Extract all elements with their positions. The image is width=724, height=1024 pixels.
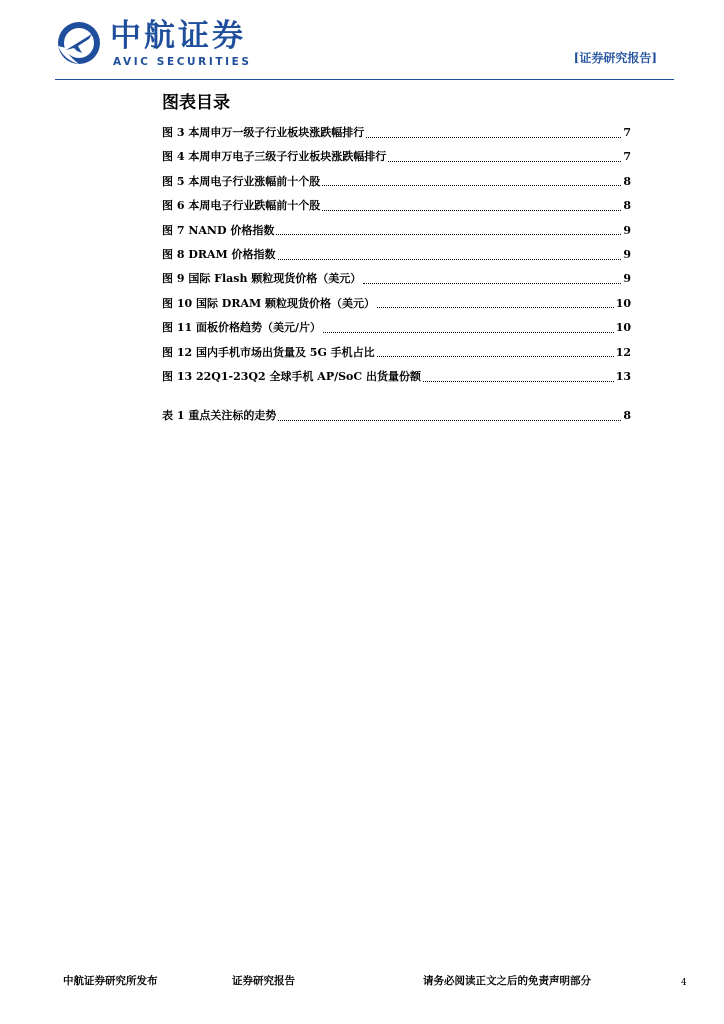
footer-report-type: 证券研究报告 xyxy=(232,975,295,987)
toc-leader xyxy=(363,283,621,284)
toc-entry-label: 图 10 国际 DRAM 颗粒现货价格（美元） xyxy=(162,296,376,310)
footer-publisher: 中航证券研究所发布 xyxy=(63,975,158,987)
toc-entry-label: 图 13 22Q1-23Q2 全球手机 AP/SoC 出货量份额 xyxy=(162,369,421,383)
toc-entry[interactable] xyxy=(162,219,631,243)
avic-logo-icon xyxy=(56,20,102,66)
toc-leader xyxy=(278,420,621,421)
toc-entry-label: 表 1 重点关注标的走势 xyxy=(162,409,277,422)
brand-name-cn: 中航证券 xyxy=(110,18,246,54)
toc-entry[interactable] xyxy=(162,292,631,316)
toc-entry[interactable] xyxy=(162,170,631,194)
toc-entry[interactable] xyxy=(162,243,631,267)
toc-entry-page: 9 xyxy=(623,223,631,237)
table-list xyxy=(162,404,631,428)
toc-entry-label: 图 6 本周电子行业跌幅前十个股 xyxy=(162,199,321,213)
brand-name-en: AVIC SECURITIES xyxy=(113,56,252,68)
toc-leader xyxy=(377,356,614,357)
toc-leader xyxy=(388,161,621,162)
toc-entry[interactable] xyxy=(162,194,631,218)
toc-entry[interactable] xyxy=(162,404,631,428)
toc-entry-page: 9 xyxy=(623,272,631,286)
toc-entry[interactable] xyxy=(162,121,631,145)
toc-entry-label: 图 11 面板价格趋势（美元/片） xyxy=(162,321,321,335)
toc-entry[interactable] xyxy=(162,341,631,365)
toc-leader xyxy=(322,185,621,186)
toc-entry[interactable] xyxy=(162,365,631,389)
toc-leader xyxy=(423,381,614,382)
toc-leader xyxy=(377,307,614,308)
toc-leader xyxy=(323,332,614,333)
toc-entry-label: 图 3 本周申万一级子行业板块涨跌幅排行 xyxy=(162,126,365,139)
toc-leader xyxy=(278,259,622,260)
toc-entry-page: 9 xyxy=(623,247,631,261)
toc-entry-page: 8 xyxy=(623,409,631,422)
report-type-label: [证券研究报告] xyxy=(573,51,657,65)
toc-title: 图表目录 xyxy=(162,93,230,113)
figure-list xyxy=(162,121,631,389)
toc-entry-page: 10 xyxy=(615,296,631,310)
toc-leader xyxy=(366,137,621,138)
toc-entry-label: 图 9 国际 Flash 颗粒现货价格（美元） xyxy=(162,272,362,286)
page-number: 4 xyxy=(681,978,687,988)
toc-entry-page: 12 xyxy=(615,345,631,359)
toc-leader xyxy=(322,210,621,211)
toc-entry-page: 13 xyxy=(615,369,631,383)
toc-entry[interactable] xyxy=(162,145,631,169)
toc-entry-page: 10 xyxy=(615,321,631,335)
toc-entry-label: 图 7 NAND 价格指数 xyxy=(162,223,275,237)
header-divider xyxy=(55,79,674,80)
page-header xyxy=(0,0,724,82)
toc-leader xyxy=(276,234,621,235)
toc-entry-page: 7 xyxy=(623,126,631,139)
toc-entry-page: 8 xyxy=(623,174,631,188)
toc-entry-page: 8 xyxy=(623,199,631,213)
toc-entry[interactable] xyxy=(162,267,631,291)
toc-entry-label: 图 12 国内手机市场出货量及 5G 手机占比 xyxy=(162,345,375,359)
toc-entry-label: 图 4 本周申万电子三级子行业板块涨跌幅排行 xyxy=(162,150,387,164)
toc-entry-label: 图 5 本周电子行业涨幅前十个股 xyxy=(162,174,321,188)
footer-disclaimer: 请务必阅读正文之后的免责声明部分 xyxy=(423,975,591,987)
toc-entry[interactable] xyxy=(162,316,631,340)
toc-entry-page: 7 xyxy=(623,150,631,164)
toc-entry-label: 图 8 DRAM 价格指数 xyxy=(162,247,276,261)
